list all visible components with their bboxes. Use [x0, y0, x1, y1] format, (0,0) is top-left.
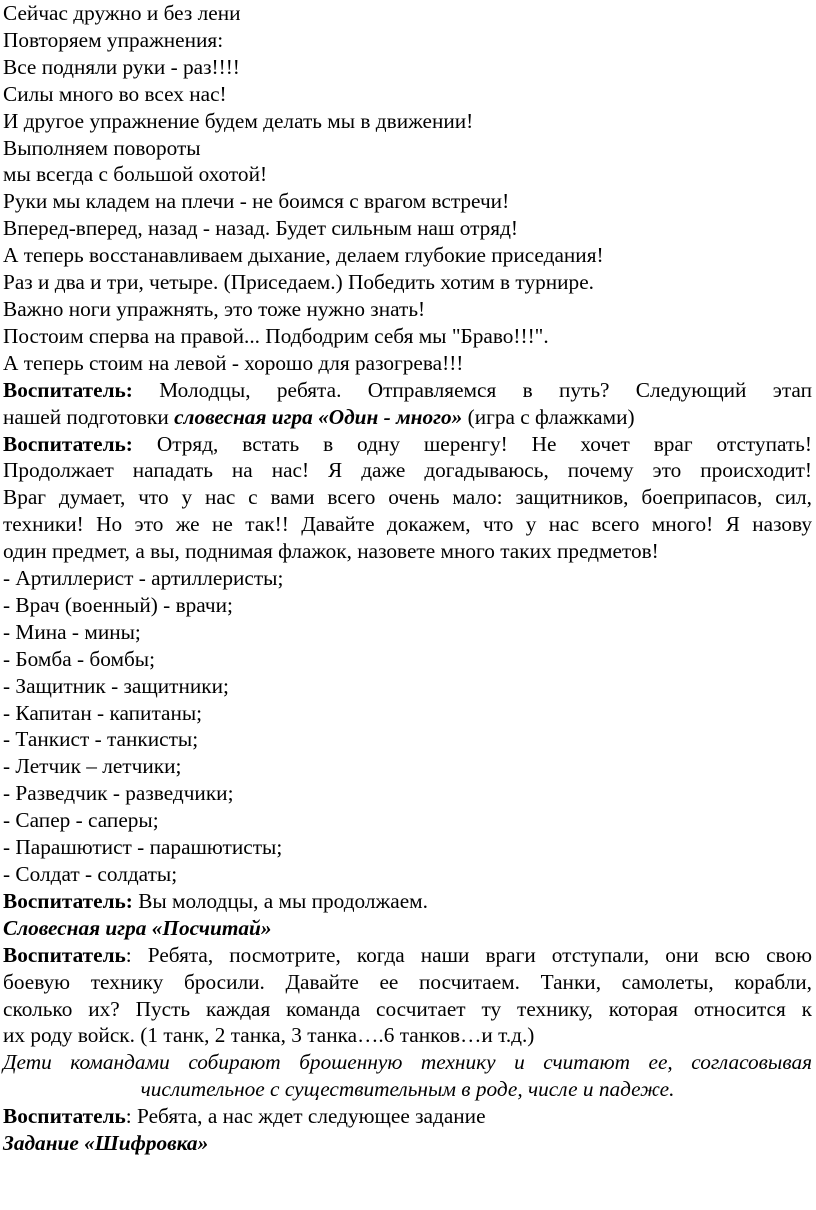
paragraph-text: боевую технику бросили. Давайте ее посчитаем. Танки, самолеты, корабли, [3, 969, 812, 994]
paragraph-text: Молодцы, ребята. Отправляемся в путь? Следующий этап [159, 377, 813, 402]
list-item: - Мина - мины; [3, 619, 141, 644]
poem-line: А теперь восстанавливаем дыхание, делаем глубокие приседания! [3, 243, 604, 268]
paragraph-text: техники! Но это же не так!! Давайте докажем, что у нас всего много! Я назову [3, 512, 812, 537]
poem-line: Постоим сперва на правой... Подбодрим себя мы "Браво!!!". [3, 323, 549, 348]
poem-line: Раз и два и три, четыре. (Приседаем.) Победить хотим в турнире. [3, 270, 594, 295]
section-heading-count: Словесная игра «Посчитай» [3, 915, 272, 940]
speaker-label: Воспитатель [3, 942, 126, 967]
word-list [3, 565, 815, 888]
paragraph-text: Враг думает, что у нас с вами всего очень мало: защитников, боеприпасов, сил, [3, 485, 812, 510]
poem [3, 0, 815, 377]
note-text: числительное с существительным в роде, числе и падеже. [140, 1077, 675, 1102]
game-title: словесная игра «Один - много» [174, 404, 463, 429]
paragraph-next-stage [3, 377, 815, 431]
poem-line: Руки мы кладем на плечи - не боимся с врагом встречи! [3, 189, 510, 214]
paragraph-squad [3, 431, 815, 566]
poem-line: мы всегда с большой охотой! [3, 162, 268, 187]
list-item: - Врач (военный) - врачи; [3, 592, 233, 617]
speaker-label: Воспитатель: [3, 888, 133, 913]
list-item: - Бомба - бомбы; [3, 646, 156, 671]
list-item: - Солдат - солдаты; [3, 862, 178, 886]
paragraph-text: Отряд, встать в одну шеренгу! Не хочет враг отступать! [156, 431, 812, 456]
poem-line: А теперь стоим на левой - хорошо для разогрева!!! [3, 350, 464, 375]
paragraph-text: сколько их? Пусть каждая команда сосчитает ту технику, которая относится к [3, 996, 812, 1021]
poem-line: И другое упражнение будем делать мы в движении! [3, 108, 474, 133]
speaker-label: Воспитатель: [3, 377, 133, 402]
paragraph-text: Вы молодцы, а мы продолжаем. [132, 888, 428, 913]
poem-line: Важно ноги упражнять, это тоже нужно знать! [3, 296, 426, 321]
poem-line: Вперед-вперед, назад - назад. Будет сильным наш отряд! [3, 216, 519, 241]
paragraph-text: : Ребята, а нас ждет следующее задание [125, 1104, 486, 1129]
section-heading-cipher: Задание «Шифровка» [3, 1131, 209, 1156]
list-item: - Защитник - защитники; [3, 673, 229, 698]
poem-line: Все подняли руки - раз!!!! [3, 54, 240, 79]
list-item: - Парашютист - парашютисты; [3, 835, 283, 860]
note-text: Дети командами собирают брошенную технику и считают ее, согласовывая [3, 1050, 812, 1075]
paragraph-text: один предмет, а вы, поднимая флажок, назовете много таких предметов! [3, 539, 659, 564]
activity-note [3, 1049, 815, 1103]
paragraph-next-task [3, 1103, 815, 1130]
list-item: - Сапер - саперы; [3, 808, 159, 833]
poem-line: Выполняем повороты [3, 135, 201, 160]
paragraph-text: (игра с флажками) [462, 404, 635, 429]
speaker-label: Воспитатель: [3, 431, 133, 456]
list-item: - Разведчик - разведчики; [3, 781, 234, 806]
list-item: - Танкист - танкисты; [3, 727, 199, 752]
paragraph-text: : Ребята, посмотрите, когда наши враги отступали, они всю свою [125, 942, 812, 967]
list-item: - Капитан - капитаны; [3, 700, 203, 725]
paragraph-count [3, 942, 815, 1050]
paragraph-text: их роду войск. (1 танк, 2 танка, 3 танка….6 танков…и т.д.) [3, 1023, 535, 1048]
paragraph-continue [3, 888, 815, 915]
poem-line: Сейчас дружно и без лени [3, 1, 241, 25]
list-item: - Артиллерист - артиллеристы; [3, 566, 284, 591]
speaker-label: Воспитатель [3, 1104, 126, 1129]
poem-line: Силы много во всех нас! [3, 81, 227, 106]
poem-line: Повторяем упражнения: [3, 27, 224, 52]
paragraph-text: Продолжает нападать на нас! Я даже догадываюсь, почему это происходит! [3, 458, 812, 483]
paragraph-text: нашей подготовки [3, 404, 175, 429]
list-item: - Летчик – летчики; [3, 754, 182, 779]
